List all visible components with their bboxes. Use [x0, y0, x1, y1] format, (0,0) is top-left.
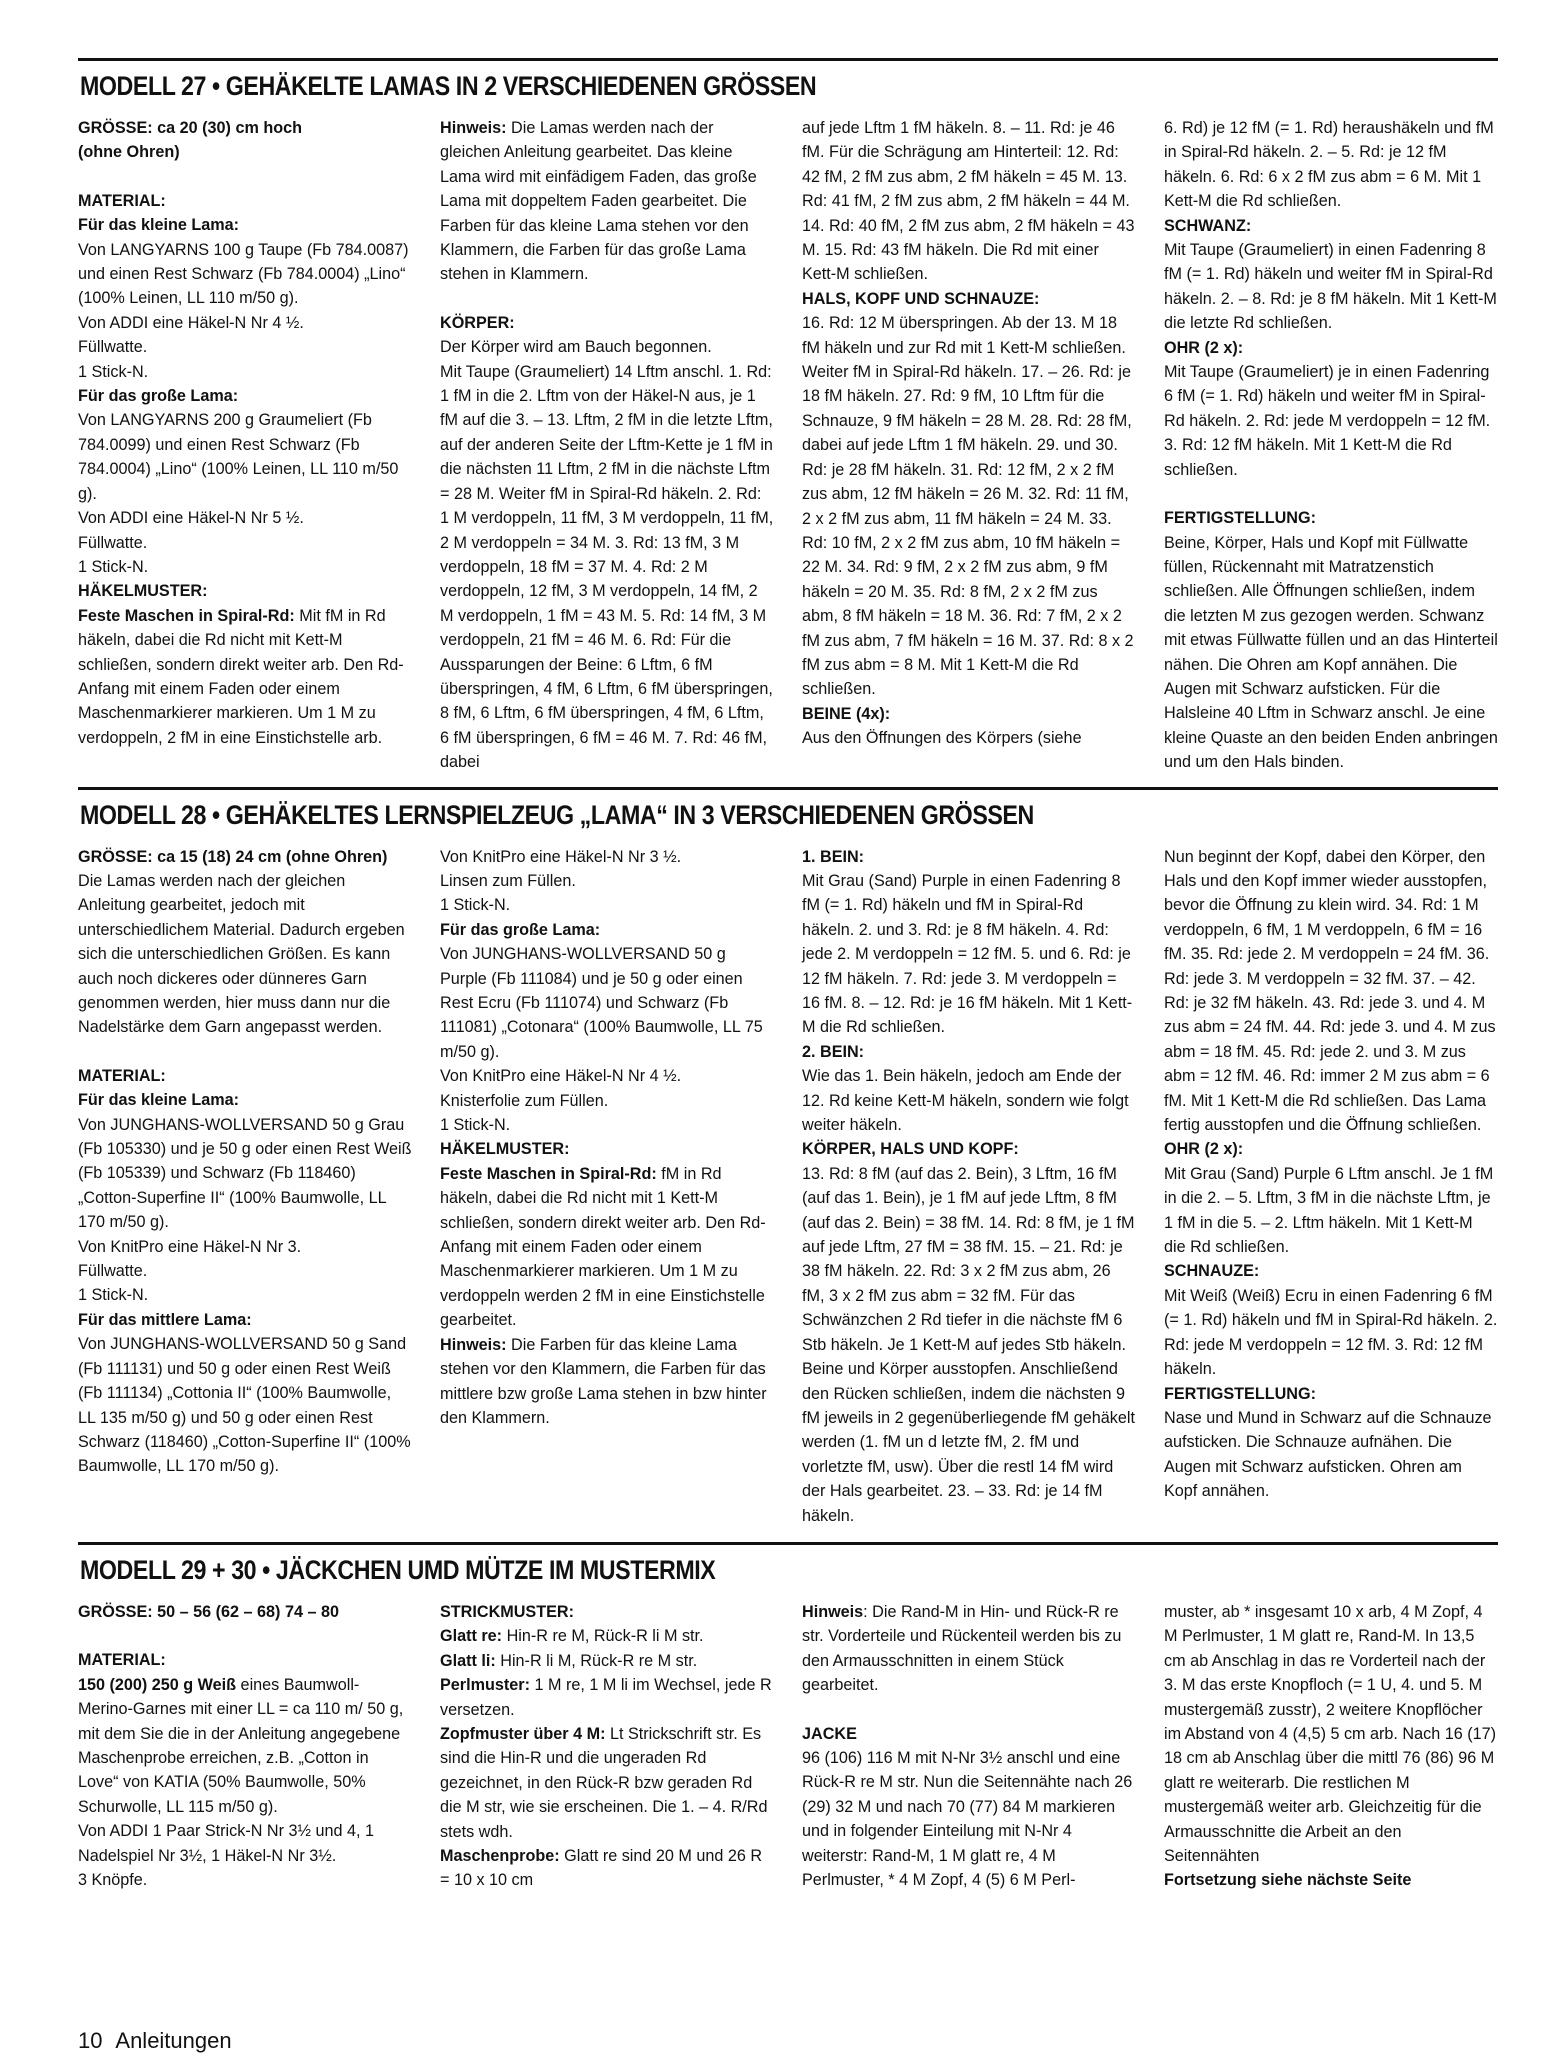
text-run: Von ADDI 1 Paar Strick-N Nr 3½ und 4, 1 Nadelspiel Nr 3½, 1 Häkel-N Nr 3½. — [78, 1822, 375, 1865]
paragraph — [802, 869, 1136, 1040]
text-run: : Die Rand-M in Hin- und Rück-R re str. Vorderteile und Rückenteil werden bis zu den Armausschnitten in einem Stück gearbeitet. — [802, 1602, 1122, 1695]
text-run: Von ADDI eine Häkel-N Nr 4 ½. — [78, 313, 304, 332]
paragraph-gap — [802, 1698, 1136, 1722]
paragraph — [440, 845, 774, 869]
text-run: Von JUNGHANS-WOLLVERSAND 50 g Grau (Fb 105330) und je 50 g oder einen Rest Weiß (Fb 105339) und Schwarz (Fb 118460) „Cotton-Superfine II“ (100% Baumwolle, LL 170 m/50 g). — [78, 1115, 412, 1232]
bold-run: KÖRPER: — [440, 313, 515, 332]
text-column — [78, 116, 412, 775]
text-column — [78, 845, 412, 1528]
paragraph — [802, 1162, 1136, 1528]
bold-run: Hinweis — [802, 1602, 864, 1621]
text-run: muster, ab * insgesamt 10 x arb, 4 M Zopf, 4 M Perlmuster, 1 M glatt re, Rand-M. In 13,5 cm ab Anschlag in das re Vorderteil nach der 3. M das erste Knopfloch (= 1 U, 4. und 5. M mustergemäß zusstr), 2 weitere Knopflöcher im Abstand von 4 (4,5) 5 cm arb. Nach 16 (17) 18 cm ab Anschlag über die mittl 76 (86) 96 M glatt re weiterarb. Die restlichen M mustergemäß weiter arb. Gleichzeitig für die Armausschnitte die Arbeit an den Seitennähten — [1164, 1602, 1497, 1865]
paragraph — [1164, 1137, 1498, 1161]
text-column — [440, 845, 774, 1528]
paragraph — [802, 1746, 1136, 1892]
text-column — [802, 845, 1136, 1528]
paragraph-gap — [78, 165, 412, 189]
paragraph — [440, 1137, 774, 1161]
paragraph — [1164, 1162, 1498, 1260]
text-run: Von JUNGHANS-WOLLVERSAND 50 g Purple (Fb 111084) und je 50 g oder einen Rest Ecru (Fb 111074) und Schwarz (Fb 111081) „Cotonara“ (100% Baumwolle, LL 75 m/50 g). — [440, 945, 763, 1061]
text-run: Von KnitPro eine Häkel-N Nr 3. — [78, 1237, 302, 1256]
section-columns — [78, 1600, 1498, 1893]
paragraph — [1164, 336, 1498, 360]
bold-run: Zopfmuster über 4 M: — [440, 1724, 606, 1743]
paragraph — [78, 335, 412, 359]
paragraph — [1164, 1382, 1498, 1406]
bold-run: Glatt li: — [440, 1651, 496, 1670]
paragraph — [78, 1819, 412, 1868]
text-run: Die Lamas werden nach der gleichen Anleitung gearbeitet. Das kleine Lama wird mit einfädigem Faden, das große Lama mit doppeltem Faden gearbeitet. Die Farben für das kleine Lama stehen vor den Klammern, die Farben für das große Lama stehen in Klammern. — [440, 119, 757, 284]
text-column — [78, 1600, 412, 1893]
paragraph — [78, 604, 412, 750]
paragraph — [78, 311, 412, 335]
paragraph — [802, 726, 1136, 750]
bold-run: 1. BEIN: — [802, 847, 865, 866]
text-run: Hin-R li M, Rück-R re M str. — [495, 1651, 698, 1670]
bold-run: HÄKELMUSTER: — [78, 582, 208, 601]
paragraph — [802, 1137, 1136, 1161]
paragraph — [440, 311, 774, 335]
paragraph — [78, 408, 412, 506]
bold-run: Hinweis: — [440, 119, 507, 137]
text-run: 16. Rd: 12 M überspringen. Ab der 13. M 18 fM häkeln und zur Rd mit 1 Kett-M schließen. Weiter fM in Spiral-Rd häkeln. 17. – 26. Rd: je 18 fM häkeln. 27. Rd: 9 fM, 10 Lftm für die Schnauze, 9 fM häkeln = 28 M. 28. Rd: 28 fM, dabei auf jede Lftm 1 fM häkeln. 29. und 30. Rd: je 28 fM häkeln. 31. Rd: 12 fM, 2 x 2 fM zus abm, 12 fM häkeln = 26 M. 32. Rd: 11 fM, 2 x 2 fM zus abm, 11 fM häkeln = 24 M. 33. Rd: 10 fM, 2 x 2 fM zus abm, 10 fM häkeln = 22 M. 34. Rd: 9 fM, 2 x 2 fM zus abm, 9 fM häkeln = 20 M. 35. Rd: 8 fM, 2 x 2 fM zus abm, 8 fM häkeln = 18 M. 36. Rd: 7 fM, 2 x 2 fM zus abm, 7 fM häkeln = 16 M. 37. Rd: 8 x 2 fM zus abm = 8 M. Mit 1 Kett-M die Rd schließen. — [802, 314, 1134, 699]
section-columns — [78, 845, 1498, 1528]
text-run: Mit Taupe (Graumeliert) 14 Lftm anschl. 1. Rd: 1 fM in die 2. Lftm von der Häkel-N aus, je 1 fM auf die 3. – 13. Lftm, 2 fM in die letzte Lftm, auf der anderen Seite der Lftm-Kette je 1 fM in die nächsten 11 Lftm, 2 fM in die nächste Lftm = 28 M. Weiter fM in Spiral-Rd häkeln. 2. Rd: 1 M verdoppeln, 11 fM, 3 M verdoppeln, 11 fM, 2 M verdoppeln = 34 M. 3. Rd: 13 fM, 3 M verdoppeln, 18 fM = 37 M. 4. Rd: 2 M verdoppeln, 12 fM, 3 M verdoppeln, 14 fM, 2 M verdoppeln, 1 fM = 43 M. 5. Rd: 14 fM, 3 M verdoppeln, 21 fM = 46 M. 6. Rd: Für die Aussparungen der Beine: 6 Lftm, 6 fM überspringen, 4 fM, 6 Lftm, 6 fM überspringen, 8 fM, 6 Lftm, 6 fM überspringen, 4 fM, 6 Lftm, 6 fM überspringen, 6 fM = 46 M. 7. Rd: 46 fM, dabei — [440, 362, 774, 772]
text-run: eines Baumwoll-Merino-Garnes mit einer LL = ca 110 m/ 50 g, mit dem Sie die in der Anleitung angegebene Maschenprobe erreichen, z.B. „Cotton in Love“ von KATIA (50% Baumwolle, 50% Schurwolle, LL 115 m/50 g). — [78, 1675, 404, 1816]
paragraph — [78, 531, 412, 555]
text-column — [1164, 1600, 1498, 1893]
paragraph — [440, 1113, 774, 1137]
text-run: Glatt re sind 20 M und 26 R = 10 x 10 cm — [440, 1847, 763, 1890]
bold-run: OHR (2 x): — [1164, 1140, 1244, 1159]
paragraph — [78, 845, 412, 869]
bold-run: Perlmuster: — [440, 1676, 530, 1695]
section-modell-29-30 — [78, 1542, 1498, 1893]
text-run: Füllwatte. — [78, 533, 148, 552]
text-run: Füllwatte. — [78, 1262, 148, 1281]
bold-run: (ohne Ohren) — [78, 143, 180, 162]
section-title: MODELL 28 • GEHÄKELTES LERNSPIELZEUG „LAMA“ IN 3 VERSCHIEDENEN GRÖSSEN — [80, 799, 1034, 830]
bold-run: FERTIGSTELLUNG: — [1164, 1384, 1316, 1403]
text-run: Der Körper wird am Bauch begonnen. — [440, 338, 712, 357]
text-run: Von LANGYARNS 200 g Graumeliert (Fb 784.0099) und einen Rest Schwarz (Fb 784.0004) „Lino“ (100% Leinen, LL 110 m/50 g). — [78, 411, 399, 503]
section-rule — [78, 1542, 1498, 1545]
text-run: Wie das 1. Bein häkeln, jedoch am Ende der 12. Rd keine Kett-M häkeln, sondern wie folgt weiter häkeln. — [802, 1067, 1129, 1135]
paragraph — [440, 1649, 774, 1673]
section-title: MODELL 27 • GEHÄKELTE LAMAS IN 2 VERSCHIEDENEN GRÖSSEN — [80, 71, 817, 101]
section-modell-28 — [78, 787, 1498, 1528]
paragraph — [440, 918, 774, 942]
paragraph-gap — [440, 287, 774, 311]
paragraph — [802, 1040, 1136, 1064]
bold-run: GRÖSSE: ca 15 (18) 24 cm (ohne Ohren) — [78, 847, 388, 866]
paragraph-gap — [78, 1624, 412, 1648]
bold-run: Für das mittlere Lama: — [78, 1310, 252, 1329]
text-run: Aus den Öffnungen des Körpers (siehe — [802, 729, 1082, 748]
paragraph — [1164, 238, 1498, 336]
paragraph — [78, 869, 412, 1040]
text-run: Von KnitPro eine Häkel-N Nr 3 ½. — [440, 847, 682, 866]
section-rule — [78, 58, 1498, 61]
paragraph — [802, 845, 1136, 869]
text-run: Mit Taupe (Graumeliert) je in einen Fadenring 6 fM (= 1. Rd) häkeln und weiter fM in Spiral-Rd häkeln. 2. Rd: jede M verdoppeln = 12 fM. 3. Rd: 12 fM häkeln. Mit 1 Kett-M die Rd schließen. — [1164, 363, 1491, 479]
paragraph — [78, 1868, 412, 1892]
text-column — [440, 116, 774, 775]
bold-run: STRICKMUSTER: — [440, 1602, 574, 1621]
bold-run: MATERIAL: — [78, 191, 166, 210]
paragraph — [78, 1283, 412, 1307]
paragraph — [78, 1332, 412, 1478]
bold-run: KÖRPER, HALS UND KOPF: — [802, 1140, 1019, 1159]
bold-run: BEINE (4x): — [802, 704, 891, 723]
text-run: Von KnitPro eine Häkel-N Nr 4 ½. — [440, 1067, 682, 1086]
text-run: 1 Stick-N. — [78, 362, 149, 381]
paragraph — [78, 1088, 412, 1112]
paragraph — [440, 1064, 774, 1088]
paragraph — [78, 1259, 412, 1283]
paragraph — [78, 506, 412, 530]
bold-run: Fortsetzung siehe nächste Seite — [1164, 1871, 1412, 1890]
paragraph — [78, 360, 412, 384]
paragraph — [802, 287, 1136, 311]
text-column — [440, 1600, 774, 1893]
paragraph — [440, 942, 774, 1064]
paragraph — [440, 1624, 774, 1648]
paragraph — [78, 238, 412, 311]
text-run: Hin-R re M, Rück-R li M str. — [502, 1627, 704, 1646]
bold-run: GRÖSSE: 50 – 56 (62 – 68) 74 – 80 — [78, 1602, 339, 1621]
paragraph — [440, 360, 774, 775]
paragraph — [78, 1648, 412, 1672]
text-column — [1164, 845, 1498, 1528]
paragraph — [78, 1600, 412, 1624]
paragraph — [440, 893, 774, 917]
text-run: Beine, Körper, Hals und Kopf mit Füllwatte füllen, Rückennaht mit Matratzenstich schließen. Alle Öffnungen schließen, indem die letzten M zus gezogen werden. Schwanz mit etwas Füllwatte füllen und an das Hinterteil nähen. Die Ohren am Kopf annähen. Die Augen mit Schwarz aufsticken. Für die Halsleine 40 Lftm in Schwarz anschl. Je eine kleine Quaste an den beiden Enden anbringen und um den Hals binden. — [1164, 533, 1498, 772]
text-run: Nase und Mund in Schwarz auf die Schnauze aufsticken. Die Schnauze aufnähen. Die Augen mit Schwarz aufsticken. Ohren am Kopf annähen. — [1164, 1408, 1492, 1501]
paragraph — [440, 1600, 774, 1624]
page — [78, 58, 1498, 1893]
paragraph — [1164, 531, 1498, 775]
text-run: 1 Stick-N. — [440, 1116, 511, 1135]
paragraph — [78, 1308, 412, 1332]
text-run: fM in Rd häkeln, dabei die Rd nicht mit 1 Kett-M schließen, sondern direkt weiter arb. Den Rd-Anfang mit einem Faden oder einem Maschenmarkierer markieren. Um 1 M zu verdoppeln werden 2 fM in eine Einstichstelle gearbeitet. — [440, 1164, 766, 1330]
paragraph-gap — [1164, 482, 1498, 506]
text-run: Von JUNGHANS-WOLLVERSAND 50 g Sand (Fb 111131) und 50 g oder einen Rest Weiß (Fb 111134) „Cottonia II“ (100% Baumwolle, LL 135 m/50 g) und 50 g oder einen Rest Schwarz (118460) „Cotton-Superfine II“ (100% Baumwolle, LL 170 m/50 g). — [78, 1335, 411, 1476]
bold-run: MATERIAL: — [78, 1066, 166, 1085]
paragraph — [440, 1722, 774, 1844]
bold-run: SCHWANZ: — [1164, 216, 1252, 235]
bold-run: FERTIGSTELLUNG: — [1164, 509, 1316, 528]
section-modell-27 — [78, 58, 1498, 775]
text-run: Knisterfolie zum Füllen. — [440, 1091, 609, 1110]
paragraph — [440, 116, 774, 287]
section-title: MODELL 29 + 30 • JÄCKCHEN UMD MÜTZE IM MUSTERMIX — [80, 1554, 716, 1585]
text-run: 96 (106) 116 M mit N-Nr 3½ anschl und eine Rück-R re M str. Nun die Seitennähte nach 26 (29) 32 M und nach 70 (77) 84 M markieren und in folgender Einteilung mit N-Nr 4 weiterstr: Rand-M, 1 M glatt re, 4 M Perlmuster, * 4 M Zopf, 4 (5) 6 M Perl- — [802, 1748, 1133, 1889]
paragraph — [1164, 1600, 1498, 1868]
paragraph — [1164, 116, 1498, 214]
text-run: Die Lamas werden nach der gleichen Anleitung gearbeitet, jedoch mit unterschiedlichem Material. Dadurch ergeben sich die unterschiedlichen Größen. Es kann auch noch dickeres oder dünneres Garn genommen werden, hier muss dann nur die Nadelstärke dem Garn angepasst werden. — [78, 871, 405, 1037]
paragraph — [802, 116, 1136, 287]
paragraph — [78, 213, 412, 237]
text-run: Mit Weiß (Weiß) Ecru in einen Fadenring 6 fM (= 1. Rd) häkeln und fM in Spiral-Rd häkeln. 2. Rd: jede M verdoppeln = 12 fM. 3. Rd: 12 fM häkeln. — [1164, 1286, 1498, 1379]
paragraph — [440, 1844, 774, 1893]
paragraph — [78, 555, 412, 579]
bold-run: HALS, KOPF UND SCHNAUZE: — [802, 289, 1040, 308]
text-column — [1164, 116, 1498, 775]
text-run: Lt Strickschrift str. Es sind die Hin-R und die ungeraden Rd gezeichnet, in den Rück-R bzw geraden Rd die M str, wie sie erscheinen. Die 1. – 4. R/Rd stets wdh. — [440, 1724, 768, 1841]
paragraph — [1164, 360, 1498, 482]
paragraph — [78, 116, 412, 140]
paragraph — [440, 869, 774, 893]
paragraph — [78, 1064, 412, 1088]
paragraph — [440, 1089, 774, 1113]
paragraph — [78, 1113, 412, 1235]
paragraph — [440, 1333, 774, 1431]
paragraph — [440, 335, 774, 359]
bold-run: Für das große Lama: — [78, 387, 239, 406]
text-run: Linsen zum Füllen. — [440, 871, 576, 890]
paragraph — [78, 140, 412, 164]
paragraph — [1164, 1868, 1498, 1892]
footer-label: Anleitungen — [115, 2028, 232, 2053]
paragraph — [802, 1064, 1136, 1137]
text-run: Füllwatte. — [78, 338, 148, 357]
text-run: 1 M re, 1 M li im Wechsel, jede R versetzen. — [440, 1676, 772, 1719]
paragraph — [1164, 1406, 1498, 1504]
text-run: Mit Grau (Sand) Purple 6 Lftm anschl. Je 1 fM in die 2. – 5. Lftm, 3 fM in die nächste Lftm, je 1 fM in die 5. – 2. Lftm häkeln. Mit 1 Kett-M die Rd schließen. — [1164, 1164, 1494, 1257]
section-columns — [78, 116, 1498, 775]
page-number: 10 — [78, 2028, 103, 2053]
text-run: 1 Stick-N. — [78, 557, 149, 576]
text-run: Von ADDI eine Häkel-N Nr 5 ½. — [78, 509, 304, 528]
bold-run: Für das kleine Lama: — [78, 216, 240, 235]
text-run: Mit Taupe (Graumeliert) in einen Fadenring 8 fM (= 1. Rd) häkeln und weiter fM in Spiral-Rd häkeln. 2. – 8. Rd: je 8 fM häkeln. Mit 1 Kett-M die letzte Rd schließen. — [1164, 241, 1497, 333]
paragraph — [78, 1673, 412, 1819]
text-run: 3 Knöpfe. — [78, 1871, 148, 1889]
bold-run: 2. BEIN: — [802, 1042, 865, 1061]
paragraph — [1164, 845, 1498, 1138]
paragraph — [440, 1162, 774, 1333]
paragraph — [1164, 1284, 1498, 1382]
bold-run: Maschenprobe: — [440, 1847, 560, 1865]
paragraph — [78, 1235, 412, 1259]
paragraph — [440, 1673, 774, 1722]
bold-run: HÄKELMUSTER: — [440, 1140, 570, 1159]
text-run: 1 Stick-N. — [78, 1286, 149, 1305]
paragraph — [802, 1600, 1136, 1698]
text-run: Die Farben für das kleine Lama stehen vor den Klammern, die Farben für das mittlere bzw große Lama stehen in bzw hinter den Klammern. — [440, 1335, 767, 1427]
paragraph — [802, 702, 1136, 726]
text-run: 6. Rd) je 12 fM (= 1. Rd) heraushäkeln und fM in Spiral-Rd häkeln. 2. – 5. Rd: je 12 fM häkeln. 6. Rd: 6 x 2 fM zus abm = 6 M. Mit 1 Kett-M die Rd schließen. — [1164, 119, 1494, 211]
section-rule — [78, 787, 1498, 790]
bold-run: Für das kleine Lama: — [78, 1091, 240, 1110]
text-run: Mit Grau (Sand) Purple in einen Fadenring 8 fM (= 1. Rd) häkeln und fM in Spiral-Rd häkeln. 2. und 3. Rd: je 8 fM häkeln. 4. Rd: jede 2. M verdoppeln = 12 fM. 5. und 6. Rd: je 12 fM häkeln. 7. Rd: jede 3. M verdoppeln = 16 fM. 8. – 12. Rd: je 16 fM häkeln. Mit 1 Kett-M die Rd schließen. — [802, 871, 1133, 1037]
paragraph — [78, 189, 412, 213]
paragraph — [78, 579, 412, 603]
text-run: 13. Rd: 8 fM (auf das 2. Bein), 3 Lftm, 16 fM (auf das 1. Bein), je 1 fM auf jede Lftm, 8 fM (auf das 2. Bein) = 38 fM. 14. Rd: 8 fM, je 1 fM auf jede Lftm, 27 fM = 38 fM. 15. – 21. Rd: je 38 fM häkeln. 22. Rd: 3 x 2 fM zus abm, 26 fM, 3 x 2 fM zus abm = 32 fM. Für das Schwänzchen 2 Rd tiefer in die nächste fM 6 Stb häkeln. Je 1 Kett-M auf jedes Stb häkeln. Beine und Körper ausstopfen. Anschließend den Rücken schließen, indem die nächsten 9 fM jeweils in 2 gegenüberliegende fM gehäkelt werden (1. fM un d letzte fM, 2. fM und vorletzte fM, usw). Über die restl 14 fM wird der Hals gearbeitet. 23. – 33. Rd: je 14 fM häkeln. — [802, 1164, 1135, 1525]
paragraph — [78, 384, 412, 408]
bold-run: Feste Maschen in Spiral-Rd: — [440, 1164, 657, 1183]
bold-run: Feste Maschen in Spiral-Rd: — [78, 606, 295, 625]
bold-run: JACKE — [802, 1724, 857, 1743]
bold-run: Glatt re: — [440, 1627, 503, 1646]
text-column — [802, 1600, 1136, 1893]
bold-run: MATERIAL: — [78, 1651, 166, 1670]
paragraph — [1164, 1259, 1498, 1283]
bold-run: GRÖSSE: ca 20 (30) cm hoch — [78, 119, 303, 137]
bold-run: SCHNAUZE: — [1164, 1262, 1260, 1281]
paragraph-gap — [78, 1040, 412, 1064]
paragraph — [1164, 506, 1498, 530]
text-column — [802, 116, 1136, 775]
bold-run: 150 (200) 250 g Weiß — [78, 1675, 237, 1694]
text-run: 1 Stick-N. — [440, 896, 511, 915]
bold-run: Hinweis: — [440, 1335, 507, 1354]
paragraph — [802, 311, 1136, 702]
text-run: Von LANGYARNS 100 g Taupe (Fb 784.0087) und einen Rest Schwarz (Fb 784.0004) „Lino“ (100% Leinen, LL 110 m/50 g). — [78, 240, 409, 308]
bold-run: Für das große Lama: — [440, 920, 601, 939]
page-footer — [78, 2028, 240, 2054]
text-run: Mit fM in Rd häkeln, dabei die Rd nicht mit Kett-M schließen, sondern direkt weiter arb. Den Rd-Anfang mit einem Faden oder einem Maschenmarkierer markieren. Um 1 M zu verdoppeln, 2 fM in eine Einstichstelle arb. — [78, 606, 404, 747]
text-run: auf jede Lftm 1 fM häkeln. 8. – 11. Rd: je 46 fM. Für die Schrägung am Hinterteil: 12. Rd: 42 fM, 2 fM zus abm, 2 fM häkeln = 45 M. 13. Rd: 41 fM, 2 fM zus abm, 2 fM häkeln = 44 M. 14. Rd: 40 fM, 2 fM zus abm, 2 fM häkeln = 43 M. 15. Rd: 43 fM häkeln. Die Rd mit einer Kett-M schließen. — [802, 119, 1135, 284]
bold-run: OHR (2 x): — [1164, 338, 1244, 357]
paragraph — [1164, 214, 1498, 238]
text-run: Nun beginnt der Kopf, dabei den Körper, den Hals und den Kopf immer wieder ausstopfen, bevor die Öffnung zu klein wird. 34. Rd: 1 M verdoppeln, 6 fM, 1 M verdoppeln, 6 fM = 16 fM. 35. Rd: jede 2. M verdoppeln = 24 fM. 36. Rd: jede 3. M verdoppeln = 32 fM. 37. – 42. Rd: je 32 fM häkeln. 43. Rd: jede 3. und 4. M zus abm = 24 fM. 44. Rd: jede 3. und 4. M zus abm = 18 fM. 45. Rd: jede 2. und 3. M zus abm = 12 fM. 46. Rd: immer 2 M zus abm = 6 fM. Mit 1 Kett-M die Rd schließen. Das Lama fertig ausstopfen und die Öffnung schließen. — [1164, 847, 1496, 1135]
paragraph — [802, 1722, 1136, 1746]
